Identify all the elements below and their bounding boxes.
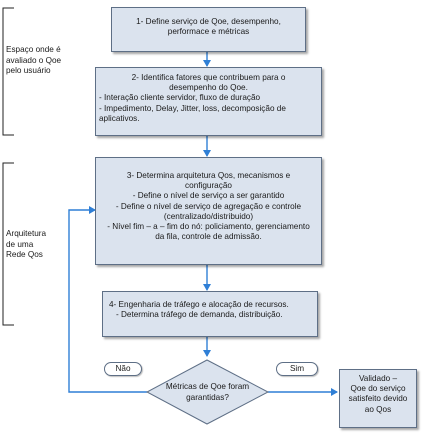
step4-line: - Determina tráfego de demanda, distribuição.	[116, 310, 283, 320]
step4-line: 4- Engenharia de tráfego e alocação de recursos.	[109, 300, 289, 309]
step1-line: performace e métricas	[167, 27, 250, 37]
step2-item: - Interação cliente servidor, fluxo de duração	[99, 93, 261, 103]
step3-item: (centralizado/distribuido)	[163, 211, 254, 221]
result-line: satisfeito devido	[348, 394, 408, 404]
decision-text	[147, 382, 268, 403]
qoe-label-line: Espaço onde é	[6, 45, 61, 54]
no-branch-label: Não	[104, 362, 142, 376]
qoe-label-line: pelo usuário	[6, 66, 51, 75]
step3-box	[95, 157, 322, 265]
result-box	[339, 369, 417, 428]
step2-box	[95, 67, 322, 136]
step3-item: - Define o nível de serviço de agregação e controle	[115, 201, 302, 211]
step3-item: - Define o nível de serviço a ser garantido	[132, 191, 285, 201]
step2-item: aplicativos.	[99, 113, 140, 123]
architecture-label-line: Rede Qos	[6, 250, 43, 259]
yes-branch-label: Sim	[276, 362, 318, 376]
step3-item: da fila, controle de admissão.	[155, 232, 262, 242]
step1-line: 1- Define serviço de Qoe, desempenho,	[136, 17, 281, 26]
step2-item: - Impedimento, Delay, Jitter, loss, decomposição de	[99, 103, 286, 113]
architecture-label	[6, 229, 46, 261]
qoe-space-label	[6, 45, 61, 77]
result-line: Qoe do serviço	[350, 384, 406, 394]
decision-line: Métricas de Qoe foram	[165, 382, 250, 391]
architecture-label-line: Arquitetura	[6, 229, 47, 238]
step4-box	[102, 291, 318, 337]
qoe-label-line: avaliado o Qoe	[6, 55, 62, 65]
step3-heading-line: configuração	[185, 181, 232, 191]
step3-heading-line: 3- Determina arquitetura Qos, mecanismos e	[126, 171, 291, 180]
step1-box	[111, 7, 306, 52]
decision-line: garantidas?	[186, 392, 229, 402]
step2-heading-line: desempenho do Qoe.	[169, 83, 248, 93]
result-line: ao Qos	[364, 404, 392, 414]
step3-item: - Nível fim – a – fim do nó: policiamento, gerenciamento	[107, 222, 310, 232]
result-line: Validado –	[358, 374, 398, 383]
architecture-label-line: de uma	[6, 239, 34, 249]
step2-heading-line: 2- Identifica fatores que contribuem para o	[131, 73, 286, 82]
